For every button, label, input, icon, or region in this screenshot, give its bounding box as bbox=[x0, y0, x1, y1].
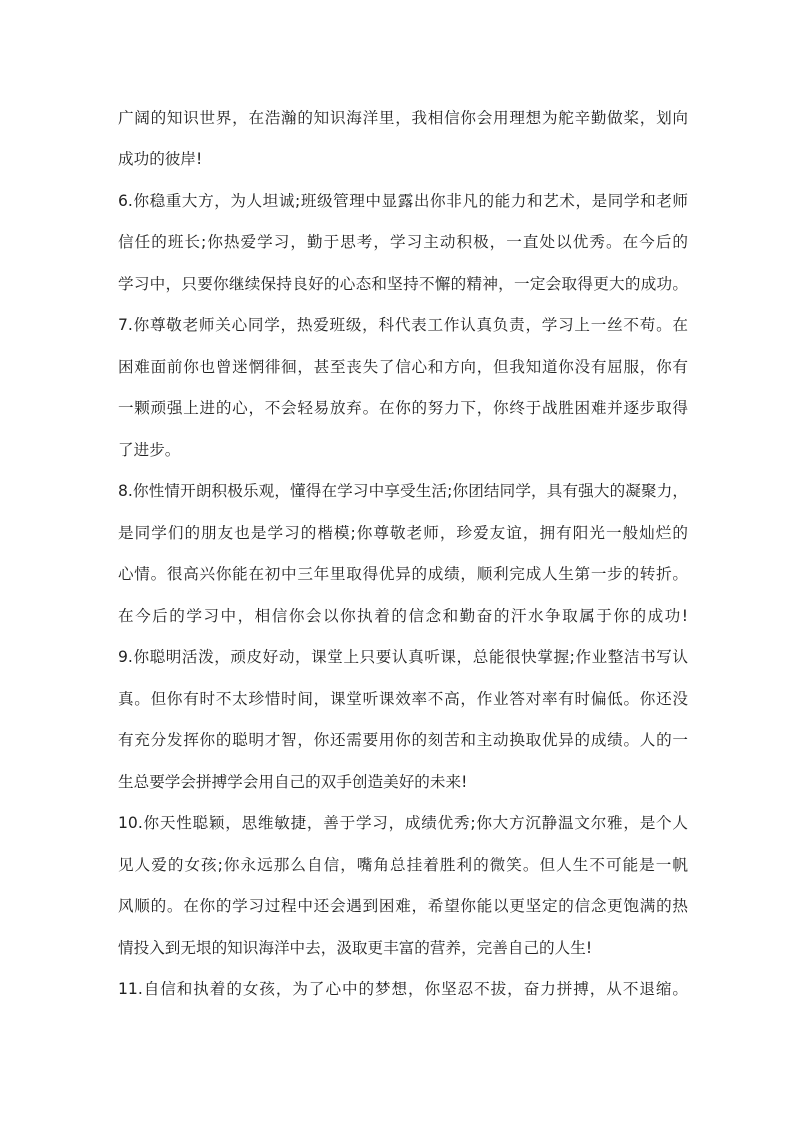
text-line: 学习中，只要你继续保持良好的心态和坚持不懈的精神，一定会取得更大的成功。 bbox=[118, 275, 688, 293]
text-line: 是同学们的朋友也是学习的楷模;你尊敬老师，珍爱友谊，拥有阳光一般灿烂的 bbox=[118, 524, 688, 542]
text-line: 了进步。 bbox=[118, 441, 181, 459]
text-line: 情投入到无垠的知识海洋中去，汲取更丰富的营养，完善自己的人生! bbox=[118, 939, 593, 957]
text-line: 风顺的。在你的学习过程中还会遇到困难，希望你能以更坚定的信念更饱满的热 bbox=[118, 897, 688, 915]
text-line: 在今后的学习中，相信你会以你执着的信念和勤奋的汗水争取属于你的成功! bbox=[118, 607, 688, 625]
text-line: 成功的彼岸! bbox=[118, 150, 203, 168]
text-line: 广阔的知识世界，在浩瀚的知识海洋里，我相信你会用理想为舵辛勤做桨，划向 bbox=[118, 109, 688, 127]
text-line: 10.你天性聪颖，思维敏捷，善于学习，成绩优秀;你大方沉静温文尔雅，是个人 bbox=[118, 814, 688, 832]
text-line: 一颗顽强上进的心，不会轻易放弃。在你的努力下，你终于战胜困难并逐步取得 bbox=[118, 399, 688, 417]
text-line: 7.你尊敬老师关心同学，热爱班级，科代表工作认真负责，学习上一丝不苟。在 bbox=[118, 316, 688, 334]
text-line: 心情。很高兴你能在初中三年里取得优异的成绩，顺利完成人生第一步的转折。 bbox=[118, 565, 688, 583]
text-line: 困难面前你也曾迷惘徘徊，甚至丧失了信心和方向，但我知道你没有屈服，你有 bbox=[118, 358, 688, 376]
text-line: 6.你稳重大方，为人坦诚;班级管理中显露出你非凡的能力和艺术，是同学和老师 bbox=[118, 192, 688, 210]
text-line: 9.你聪明活泼，顽皮好动，课堂上只要认真听课，总能很快掌握;作业整洁书写认 bbox=[118, 648, 688, 666]
text-line: 11.自信和执着的女孩，为了心中的梦想，你坚忍不拔，奋力拼搏，从不退缩。 bbox=[118, 980, 688, 998]
text-line: 见人爱的女孩;你永远那么自信，嘴角总挂着胜利的微笑。但人生不可能是一帆 bbox=[118, 856, 688, 874]
text-line: 生总要学会拼搏学会用自己的双手创造美好的未来! bbox=[118, 773, 468, 791]
text-line: 有充分发挥你的聪明才智，你还需要用你的刻苦和主动换取优异的成绩。人的一 bbox=[118, 731, 688, 749]
text-line: 8.你性情开朗积极乐观，懂得在学习中享受生活;你团结同学，具有强大的凝聚力， bbox=[118, 482, 688, 500]
text-line: 信任的班长;你热爱学习，勤于思考，学习主动积极，一直处以优秀。在今后的 bbox=[118, 233, 688, 251]
text-line: 真。但你有时不太珍惜时间，课堂听课效率不高，作业答对率有时偏低。你还没 bbox=[118, 690, 688, 708]
